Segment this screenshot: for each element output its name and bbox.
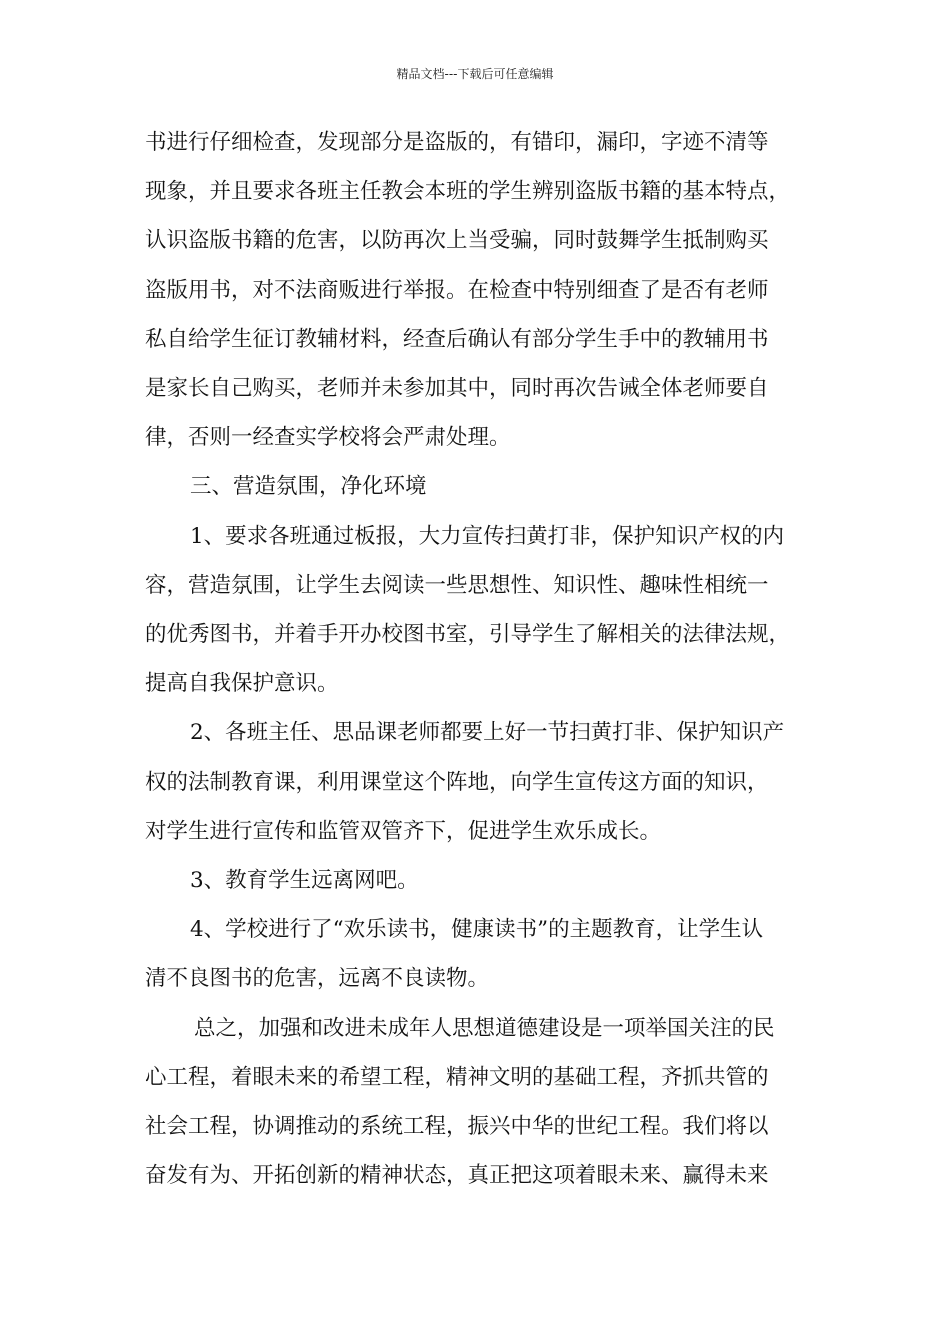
text-line: 盗版用书，对不法商贩进行举报。在检查中特别细查了是否有老师: [145, 277, 769, 303]
text-line: 1、要求各班通过板报，大力宣传扫黄打非，保护知识产权的内: [190, 523, 785, 549]
text-line: 4、学校进行了“欢乐读书，健康读书”的主题教育，让学生认: [190, 917, 764, 943]
text-line: 认识盗版书籍的危害，以防再次上当受骗，同时鼓舞学生抵制购买: [145, 228, 769, 254]
text-line: 私自给学生征订教辅材料，经查后确认有部分学生手中的教辅用书: [145, 326, 769, 352]
text-line: 现象，并且要求各班主任教会本班的学生辨别盗版书籍的基本特点，: [145, 179, 791, 205]
text-line: 对学生进行宣传和监管双管齐下，促进学生欢乐成长。: [145, 818, 662, 844]
page-header: 精品文档---下载后可任意编辑: [396, 67, 554, 81]
text-line: 权的法制教育课，利用课堂这个阵地，向学生宣传这方面的知识，: [145, 769, 769, 795]
text-line: 3、教育学生远离网吧。: [190, 868, 419, 893]
text-line: 提高自我保护意识。: [145, 671, 339, 697]
text-line: 心工程，着眼未来的希望工程，精神文明的基础工程，齐抓共管的: [145, 1064, 769, 1090]
text-line: 三、营造氛围，净化环境: [190, 474, 427, 500]
text-line: 清不良图书的危害，远离不良读物。: [145, 966, 490, 992]
text-line: 的优秀图书，并着手开办校图书室，引导学生了解相关的法律法规，: [145, 622, 791, 647]
text-line: 社会工程，协调推动的系统工程，振兴中华的世纪工程。我们将以: [145, 1114, 769, 1139]
text-line: 是家长自己购买，老师并未参加其中，同时再次告诫全体老师要自: [145, 376, 769, 401]
text-line: 律，否则一经查实学校将会严肃处理。: [145, 425, 511, 451]
text-line: 书进行仔细检查，发现部分是盗版的，有错印，漏印，字迹不清等: [145, 130, 769, 155]
text-line: 2、各班主任、思品课老师都要上好一节扫黄打非、保护知识产: [190, 720, 785, 746]
text-line: 奋发有为、开拓创新的精神状态，真正把这项着眼未来、赢得未来: [145, 1163, 769, 1189]
text-line: 总之，加强和改进未成年人思想道德建设是一项举国关注的民: [194, 1015, 775, 1041]
text-line: 容，营造氛围，让学生去阅读一些思想性、知识性、趣味性相统一: [145, 572, 769, 598]
